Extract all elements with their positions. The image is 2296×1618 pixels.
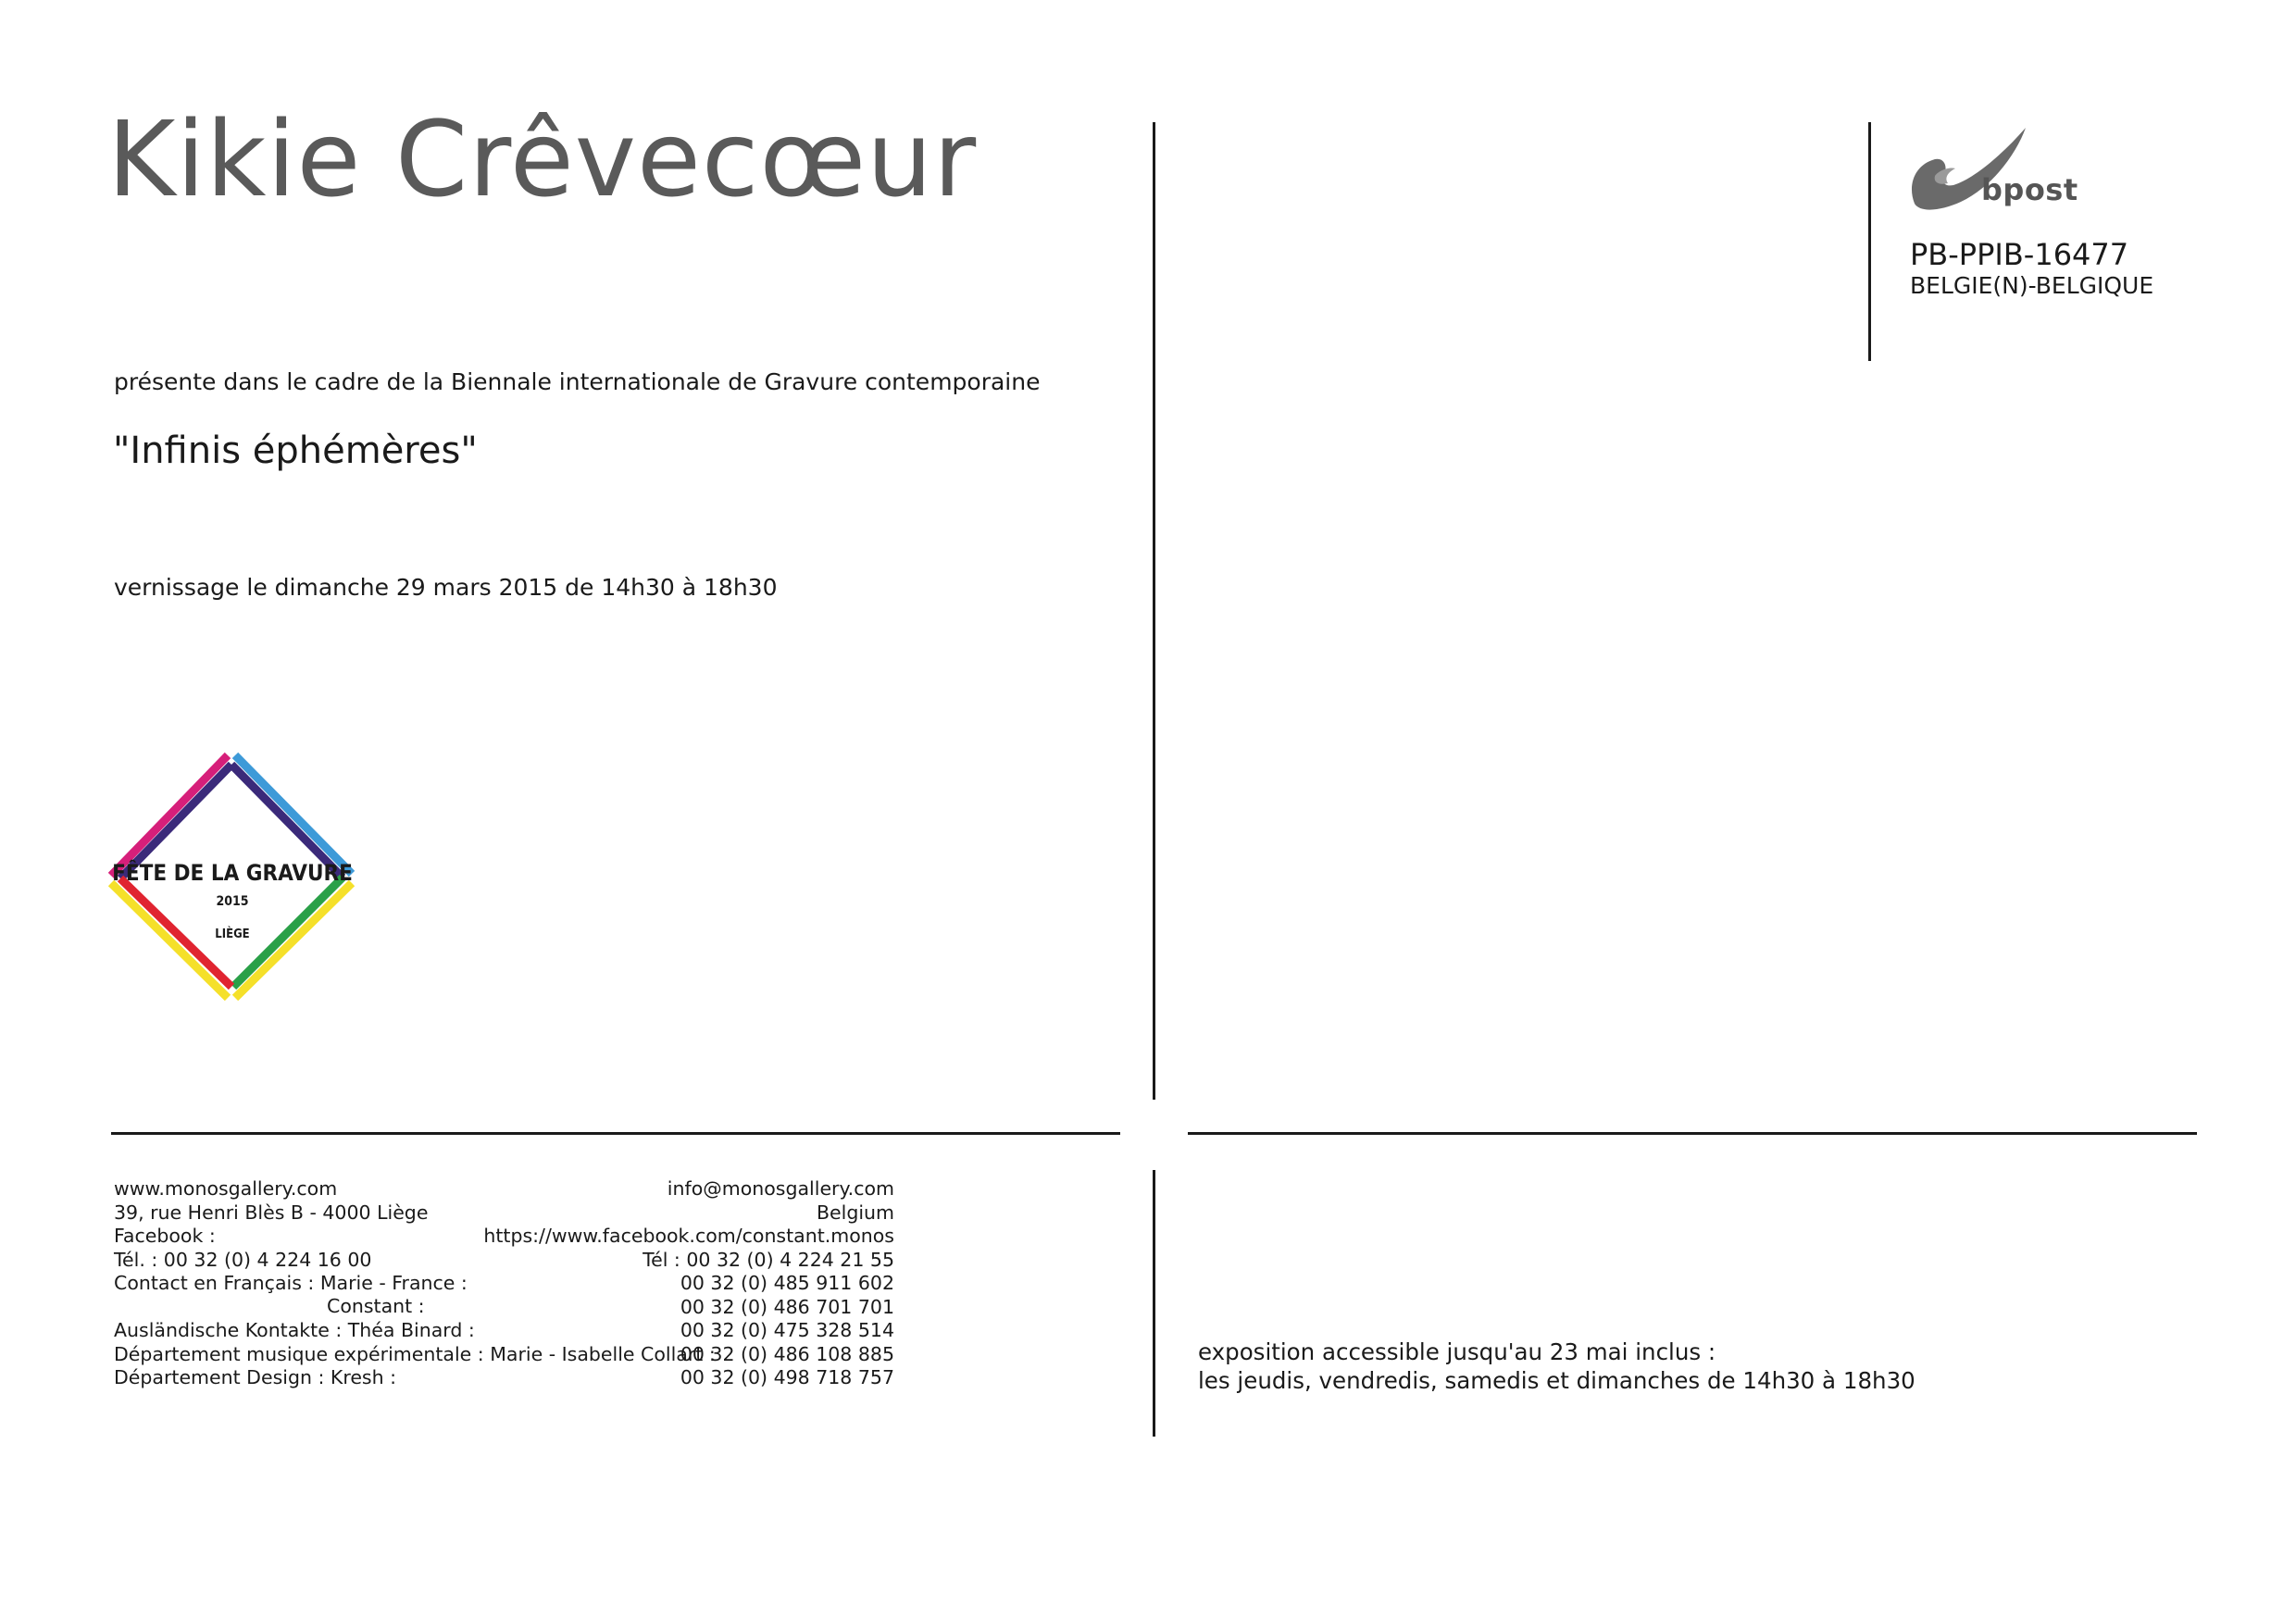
intro-text: présente dans le cadre de la Biennale internationale de Gravure contemporaine xyxy=(114,368,1041,395)
contact-left-4: Contact en Français : Marie - France : xyxy=(114,1272,468,1294)
exhibition-line2: les jeudis, vendredis, samedis et dimanches de 14h30 à 18h30 xyxy=(1198,1367,1915,1394)
contact-right-6: 00 32 (0) 475 328 514 xyxy=(680,1319,894,1341)
exhibition-title: "Infinis éphémères" xyxy=(113,429,478,472)
fete-de-la-gravure-logo xyxy=(107,748,357,1003)
logo-line1: FÊTE DE LA GRAVURE xyxy=(112,860,353,886)
contact-left-0: www.monosgallery.com xyxy=(114,1177,338,1200)
contact-right-7: 00 32 (0) 486 108 885 xyxy=(680,1342,894,1365)
contact-right-2: https://www.facebook.com/constant.monos xyxy=(483,1225,894,1247)
contact-right-5: 00 32 (0) 486 701 701 xyxy=(680,1295,894,1318)
exhibition-line1: exposition accessible jusqu'au 23 mai inclus : xyxy=(1198,1338,1716,1365)
stamp-divider xyxy=(1868,122,1871,361)
contact-right-0: info@monosgallery.com xyxy=(667,1177,894,1200)
contact-left-7: Département musique expérimentale : Marie - Isabelle Collart : xyxy=(114,1342,716,1365)
contact-left-3: Tél. : 00 32 (0) 4 224 16 00 xyxy=(114,1248,372,1271)
postage-country: BELGIE(N)-BELGIQUE xyxy=(1910,272,2154,299)
contact-left-8: Département Design : Kresh : xyxy=(114,1366,397,1388)
horizontal-divider-left xyxy=(111,1132,1120,1135)
contact-right-1: Belgium xyxy=(816,1201,894,1224)
center-divider-top xyxy=(1153,122,1155,1100)
contact-left-6: Ausländische Kontakte : Théa Binard : xyxy=(114,1319,475,1341)
logo-line3: LIÈGE xyxy=(215,927,250,941)
logo-line2: 2015 xyxy=(216,894,249,909)
postage-permit: PB-PPIB-16477 xyxy=(1910,237,2129,272)
exhibition-hours xyxy=(1198,1338,1915,1395)
contact-right-8: 00 32 (0) 498 718 757 xyxy=(680,1366,894,1388)
artist-name: Kikie Crêvecœur xyxy=(107,100,978,220)
bpost-brand: bpost xyxy=(1981,172,2078,207)
constant-label: Constant : xyxy=(327,1295,425,1317)
opening-text: vernissage le dimanche 29 mars 2015 de 14h30 à 18h30 xyxy=(114,574,778,601)
horizontal-divider-right xyxy=(1188,1132,2197,1135)
contact-right-3: Tél : 00 32 (0) 4 224 21 55 xyxy=(643,1248,894,1271)
contact-right-4: 00 32 (0) 485 911 602 xyxy=(680,1272,894,1294)
contact-left-1: 39, rue Henri Blès B - 4000 Liège xyxy=(114,1201,429,1224)
contacts-right-column xyxy=(463,1177,894,1390)
contact-left-2: Facebook : xyxy=(114,1225,216,1247)
center-divider-bottom xyxy=(1153,1170,1155,1437)
